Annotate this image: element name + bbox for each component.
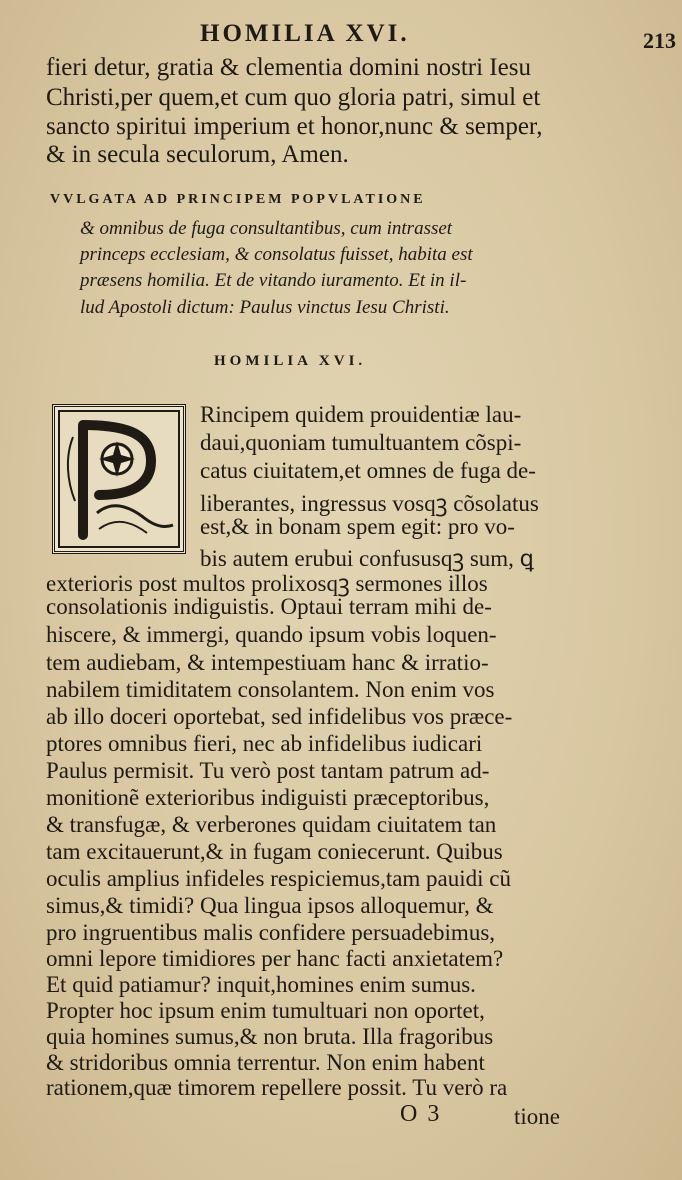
- body-line: hiscere, & immergi, quando ipsum vobis loquen-: [46, 622, 497, 647]
- body-line: Propter hoc ipsum enim tumultuari non oportet,: [46, 998, 485, 1023]
- body-line: daui,quoniam tumultuantem cõspi-: [200, 430, 522, 455]
- catchword: tione: [514, 1104, 560, 1129]
- closing-line: fieri detur, gratia & clementia domini nostri Iesu: [46, 54, 531, 81]
- rubric-line: princeps ecclesiam, & consolatus fuisset, habita est: [80, 244, 473, 265]
- body-line: Rincipem quidem prouidentiæ lau-: [200, 402, 522, 427]
- body-line: quia homines sumus,& non bruta. Illa fragoribus: [46, 1024, 494, 1049]
- body-line: & transfugæ, & verberones quidam ciuitatem tan: [46, 812, 497, 837]
- body-line: ab illo doceri oportebat, sed infidelibus vos præce-: [46, 704, 513, 729]
- body-line: ptores omnibus fieri, nec ab infidelibus iudicari: [46, 731, 483, 756]
- closing-line: Christi,per quem,et cum quo gloria patri, simul et: [46, 84, 541, 111]
- rubric-line: & omnibus de fuga consultantibus, cum intrasset: [80, 218, 453, 239]
- body-line: catus ciuitatem,et omnes de fuga de-: [200, 458, 536, 483]
- body-line: monitionẽ exterioribus indiguisti præceptoribus,: [46, 785, 490, 810]
- body-line: tem audiebam, & intempestiuam hanc & irratio-: [46, 650, 489, 675]
- body-line: Paulus permisit. Tu verò post tantam patrum ad-: [46, 758, 490, 783]
- body-line: est,& in bonam spem egit: pro vo-: [200, 514, 515, 539]
- body-line: Et quid patiamur? inquit,homines enim sumus.: [46, 972, 476, 997]
- body-line: oculis amplius infideles respiciemus,tam pauidi cũ: [46, 866, 512, 891]
- body-line: simus,& timidi? Qua lingua ipsos alloquemur, &: [46, 893, 494, 918]
- rubric-line: præsens homilia. Et de vitando iuramento. Et in il-: [80, 270, 467, 291]
- body-line: consolationis indiguistis. Optaui terram mihi de-: [46, 594, 492, 619]
- ornament-icon: [55, 407, 183, 551]
- signature-mark: O 3: [400, 1101, 442, 1127]
- body-line: pro ingruentibus malis confidere persuadebimus,: [46, 920, 496, 945]
- section-title: HOMILIA XVI.: [214, 353, 367, 369]
- closing-line: & in secula seculorum, Amen.: [46, 141, 349, 168]
- body-line: exterioris post multos prolixosqꝫ sermones illos: [46, 571, 488, 596]
- body-line: bis autem erubui confususqꝫ sum, ꝗ: [200, 546, 534, 571]
- page-number: 213: [643, 28, 676, 53]
- closing-line: sancto spiritui imperium et honor,nunc & semper,: [46, 113, 543, 140]
- body-line: & stridoribus omnia terrentur. Non enim habent: [46, 1050, 485, 1075]
- body-line: liberantes, ingressus vosqꝫ cõsolatus: [200, 491, 539, 516]
- body-line: nabilem timiditatem consolantem. Non enim vos: [46, 677, 495, 702]
- running-head: HOMILIA XVI.: [200, 20, 410, 47]
- body-line: tam excitauerunt,& in fugam coniecerunt. Quibus: [46, 839, 503, 864]
- body-line: omni lepore timidiores per hanc facti anxietatem?: [46, 946, 504, 971]
- rubric-title: VVLGATA AD PRINCIPEM POPVLATIONE: [50, 192, 426, 207]
- rubric-line: lud Apostoli dictum: Paulus vinctus Iesu Christi.: [80, 297, 450, 318]
- drop-cap-initial: [52, 404, 186, 554]
- body-line: rationem,quæ timorem repellere possit. Tu verò ra: [46, 1075, 508, 1100]
